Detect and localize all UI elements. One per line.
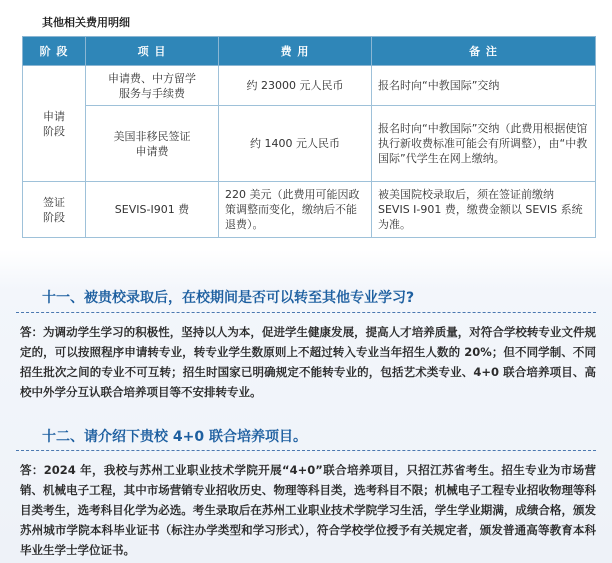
header-fee: 费 用 (219, 37, 372, 66)
table-row (23, 182, 596, 238)
fee-cell: 220 美元（此费用可能因政策调整而变化，缴纳后不能退费）。 (219, 182, 372, 238)
dashed-divider (16, 450, 596, 451)
item-cell: 申请费、中方留学 服务与手续费 (86, 66, 219, 106)
item-cell: SEVIS-I901 费 (86, 182, 219, 238)
header-item: 项 目 (86, 37, 219, 66)
table-row (23, 66, 596, 106)
fee-details-table (22, 36, 596, 238)
note-cell: 被美国院校录取后，须在签证前缴纳 SEVIS I-901 费，缴费金额以 SEVIS 系统为准。 (372, 182, 596, 238)
note-cell: 报名时向“中教国际”交纳（此费用根据使馆执行新收费标准可能会有所调整），由“中教国际”代学生在网上缴纳。 (372, 106, 596, 182)
fee-cell: 约 1400 元人民币 (219, 106, 372, 182)
table-row (23, 106, 596, 182)
faq-heading-11: 十一、被贵校录取后，在校期间是否可以转至其他专业学习? (42, 290, 415, 306)
stage-cell-visa: 签证 阶段 (23, 182, 86, 238)
faq-heading-12: 十二、请介绍下贵校 4+0 联合培养项目。 (42, 429, 307, 445)
dashed-divider (16, 312, 596, 313)
faq-answer-11: 答：为调动学生学习的积极性，坚持以人为本，促进学生健康发展，提高人才培养质量，对符合学校转专业文件规定的，可以按照程序申请转专业，转专业学生数原则上不超过转入专业当年招生人数的 20%；但不同学制、不同招生批次之间的专业不可互转；招生时国家已明确规定不能转专业的，包括艺术类专业、4+0 联合培养项目、高校中外学分互认联合培养项目等不安排转专业。 (20, 325, 596, 399)
note-cell: 报名时向“中教国际”交纳 (372, 66, 596, 106)
fee-cell: 约 23000 元人民币 (219, 66, 372, 106)
table-header-row (23, 37, 596, 66)
faq-answer-12: 答：2024 年，我校与苏州工业职业技术学院开展“4+0”联合培养项目，只招江苏省考生。招生专业为市场营销、机械电子工程，其中市场营销专业招收历史、物理等科目类，选考科目不限；机械电子工程专业招收物理等科目类考生，选考科目化学为必选。考生录取后在苏州工业职业技术学院学习生活，学生学业期满，成绩合格，颁发苏州城市学院本科毕业证书（标注办学类型和学习形式），符合学校学位授予有关规定者，颁发普通高等教育本科毕业生学士学位证书。 (20, 463, 596, 557)
item-cell: 美国非移民签证 申请费 (86, 106, 219, 182)
header-stage: 阶 段 (23, 37, 86, 66)
fee-details-caption: 其他相关费用明细 (42, 16, 130, 29)
stage-cell-application: 申请 阶段 (23, 66, 86, 182)
header-note: 备 注 (372, 37, 596, 66)
